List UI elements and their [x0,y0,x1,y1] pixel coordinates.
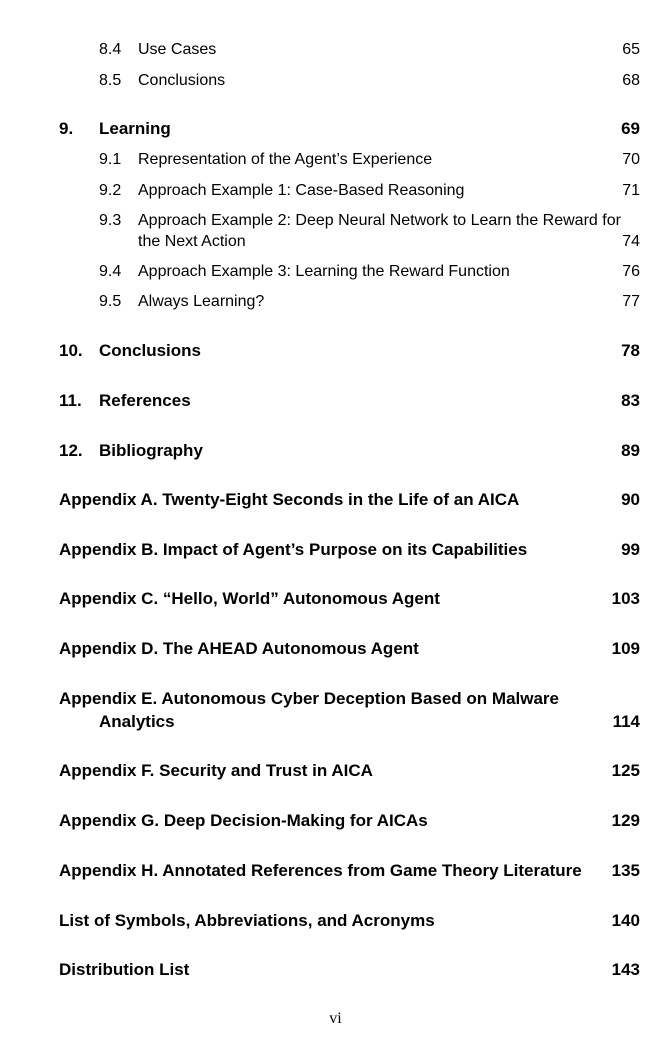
chapter-title: Conclusions [99,341,202,360]
section-title: Conclusions [138,72,226,89]
page-number: 143 [611,960,640,979]
page-number: 68 [622,72,640,89]
section-title: Approach Example 1: Case-Based Reasoning [138,182,465,199]
page-number: 103 [611,589,640,608]
section-title: Always Learning? [138,293,265,310]
section-number: 8.5 [99,72,122,89]
section-number: 9.4 [99,263,122,280]
page-number: 65 [622,41,640,58]
page-number: 89 [621,441,640,460]
page-number: 99 [621,540,640,559]
page-number: 78 [621,341,640,360]
section-title: Approach Example 3: Learning the Reward Function [138,263,510,280]
appendix-title: Appendix G. Deep Decision-Making for AICAs [59,811,428,830]
page-number: 70 [622,151,640,168]
chapter-title: Learning [99,119,171,138]
section-title-line-1: Approach Example 2: Deep Neural Network to Learn the Reward for [138,212,621,229]
section-title-line-2: the Next Action [138,233,246,250]
list-title: Distribution List [59,960,190,979]
page-number: 90 [621,490,640,509]
appendix-title-line-1: Appendix E. Autonomous Cyber Deception Based on Malware [59,689,559,708]
appendix-title: Appendix H. Annotated References from Game Theory Literature [59,861,582,880]
chapter-number: 10. [59,341,83,360]
appendix-title: Appendix A. Twenty-Eight Seconds in the Life of an AICA [59,490,520,509]
section-number: 9.5 [99,293,122,310]
page-number: 135 [611,861,640,880]
chapter-number: 11. [59,391,82,410]
section-title: Use Cases [138,41,217,58]
page-footer-number: vi [329,1010,342,1027]
section-number: 8.4 [99,41,122,58]
appendix-title: Appendix B. Impact of Agent’s Purpose on its Capabilities [59,540,528,559]
appendix-title-line-2: Analytics [99,712,175,731]
chapter-title: References [99,391,191,410]
page-number: 76 [622,263,640,280]
section-number: 9.1 [99,151,122,168]
list-title: List of Symbols, Abbreviations, and Acronyms [59,911,435,930]
section-number: 9.2 [99,182,122,199]
chapter-number: 9. [59,119,74,138]
chapter-number: 12. [59,441,83,460]
section-title: Representation of the Agent’s Experience [138,151,433,168]
page-number: 74 [622,233,640,250]
appendix-title: Appendix F. Security and Trust in AICA [59,761,373,780]
page-number: 125 [611,761,640,780]
page-number: 109 [611,639,640,658]
page-number: 71 [622,182,640,199]
page-number: 140 [611,911,640,930]
page-number: 129 [611,811,640,830]
section-number: 9.3 [99,212,122,229]
page-number: 83 [621,391,640,410]
page-number: 114 [612,712,640,731]
page-number: 77 [622,293,640,310]
appendix-title: Appendix C. “Hello, World” Autonomous Agent [59,589,440,608]
appendix-title: Appendix D. The AHEAD Autonomous Agent [59,639,419,658]
page-number: 69 [621,119,640,138]
chapter-title: Bibliography [99,441,203,460]
